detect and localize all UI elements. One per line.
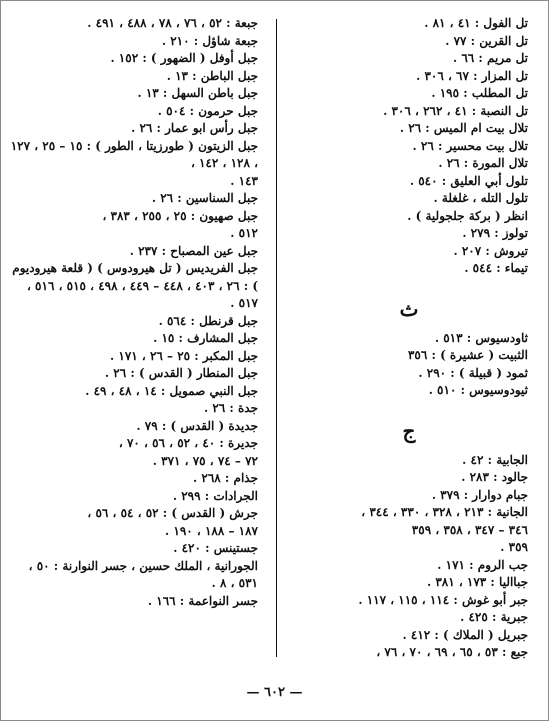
index-entry: ٧٢ – ٧٤ ، ٧٥ ، ٣٧١ .	[152, 453, 258, 468]
index-entry: الثبيت ( عشيرة ) : ٣٥٦	[407, 348, 528, 362]
index-entry: جبل السناسين : ٢٦ .	[151, 191, 258, 205]
index-entry: تل القرين : ٧٧ .	[445, 33, 528, 48]
index-entry: جبل صهيون : ٢٥ ، ٢٥٥ ، ٣٨٣ ،	[102, 208, 258, 223]
index-entry: جبرية : ٤٢٥ .	[460, 610, 528, 624]
index-entry: ١٨٧ – ١٨٨ ، ١٩٠ .	[165, 523, 258, 538]
index-entry: جبعة شاؤل : ٢١٠ .	[161, 33, 258, 48]
index-entry: تل الفول : ٤١ ، ٨١ .	[424, 16, 528, 30]
index-block-jim	[290, 452, 528, 662]
index-entry: ٣٥٩ .	[500, 540, 528, 554]
index-entry: جديرة : ٤٠ ، ٥٢ ، ٥٦ ، ٧٠ ،	[118, 436, 258, 450]
index-entry: جرش ( القدس ) : ٥٢ ، ٥٤ ، ٥٦ ،	[87, 506, 258, 520]
index-entry: تلول التله ، غلغلة .	[433, 191, 528, 205]
index-entry: تل المزار : ٦٧ ، ٣٠٦ .	[416, 68, 528, 83]
index-entry: جبل الزيتون ( طورزيتا ، الطور ) : ١٥ – ٢٥ ، ١٢٧ ، ١٢٨ ، ١٤٢ ،	[10, 138, 258, 170]
left-column	[8, 15, 258, 610]
index-entry: الجرادات : ٢٩٩ .	[172, 488, 258, 503]
section-letter-jim: ج	[402, 418, 416, 443]
index-entry: جبعة : ٥٢ ، ٧٦ ، ٧٨ ، ٤٨٨ ، ٤٩١ .	[87, 16, 258, 30]
index-entry: جبر أبو غوش : ١١٤ ، ١١٥ ، ١١٧ .	[358, 592, 528, 607]
index-entry: تيماء : ٥٤٤ .	[464, 261, 528, 275]
index-entry: ثيودوسيوس : ٥١٠ .	[428, 383, 528, 397]
index-block-ta	[290, 15, 528, 278]
index-block-tha	[290, 330, 528, 400]
index-entry: جبريل ( الملاك ) : ٤١٢ .	[402, 627, 528, 642]
index-entry: الجورانية ، الملك حسين ، جسر النوارنة : ٥٠ ، ٥٣١ ، ٨ .	[28, 558, 258, 590]
index-entry: جالود : ٢٨٣ .	[461, 470, 528, 484]
index-entry: تيروش : ٢٠٧ .	[453, 243, 528, 258]
index-entry: جذام : ٢٦٨ .	[193, 471, 258, 485]
index-entry: تل النصبة : ٤١ ، ٢٦٢ ، ٣٠٦ .	[383, 103, 528, 118]
index-entry: ١٤٣ .	[230, 173, 258, 188]
index-entry: ثمود ( قبيلة ) : ٢٩٠ .	[418, 365, 528, 380]
index-entry: جبل رأس ابو عمار : ٢٦ .	[131, 121, 258, 135]
page-number: — ٦٠٢ —	[246, 685, 303, 700]
index-entry: جبل أوفل ( الضهور ) : ١٥٢ .	[110, 51, 258, 65]
column-divider	[276, 19, 277, 657]
index-entry: جبل الفريديس ( تل هيرودوس ) ( قلعة هيروديوم ) : ٢٦ ، ٤٠٣ ، ٤٤٨ – ٤٤٩ ، ٤٩٨ ، ٥١٥ ، ٥١٦ ،	[12, 261, 258, 293]
index-entry: جبل قرنطل : ٥٦٤ .	[158, 313, 258, 328]
index-entry: ٣٤٦ – ٣٤٧ ، ٣٥٨ ، ٣٥٩	[411, 522, 528, 537]
index-entry: الجانية : ٢١٣ ، ٣٢٨ ، ٣٣٠ ، ٣٤٤ ،	[361, 505, 528, 519]
right-column	[290, 15, 528, 662]
index-entry: تل المطلب : ١٩٥ .	[431, 86, 528, 100]
index-entry: جبع : ٥٣ ، ٦٥ ، ٦٩ ، ٧٠ ، ٧٦ ،	[376, 645, 528, 659]
index-entry: تلال بيت ام الميس : ٢٦ .	[399, 121, 528, 135]
index-entry: ٥١٢ .	[230, 226, 258, 240]
index-entry: جبااليا : ١٧٣ ، ٣٨١ .	[426, 575, 528, 589]
index-entry: جبل عين المصباح : ٢٣٧ .	[129, 243, 258, 258]
index-entry: جبام دوارار : ٣٧٩ .	[431, 487, 528, 502]
index-entry: تل مريم : ٦٦ .	[452, 51, 528, 65]
index-entry: جسر النواعمة : ١٦٦ .	[147, 593, 258, 608]
index-entry: جبل النبي صمويل : ١٤ ، ٤٨ ، ٤٩ .	[85, 383, 258, 398]
section-letter-tha: ث	[399, 296, 419, 321]
index-entry: الجابية : ٤٢ .	[462, 452, 528, 467]
index-entry: جبل المكبر : ٢٥ – ٢٦ ، ١٧١ .	[110, 348, 258, 363]
index-entry: جبل الباطن : ١٣ .	[166, 68, 258, 83]
index-entry: ٥١٧ .	[230, 296, 258, 310]
index-entry: جب الروم : ١٧١ .	[437, 557, 528, 572]
index-entry: تلال المورة : ٢٦ .	[438, 156, 528, 170]
index-entry: جبل باطن السهل : ١٣ .	[137, 86, 258, 100]
index-entry: تلال بيت محسير : ٢٦ .	[412, 138, 528, 153]
index-entry: جبل المشارف : ١٥ .	[153, 331, 258, 345]
index-entry: جديدة ( القدس ) : ٧٩ .	[136, 418, 258, 433]
index-entry: انظر ( بركة جلجولية ) .	[407, 208, 528, 223]
index-entry: جدة : ٢٦ .	[203, 401, 258, 415]
index-entry: تلول أبي العليق : ٥٤٠ .	[409, 173, 528, 188]
index-entry: جبل المنطار ( القدس ) : ٢٦ .	[104, 366, 258, 380]
index-entry: جستينس : ٤٢٠ .	[173, 541, 258, 555]
index-entry: جبل حرمون : ٥٠٤ .	[157, 103, 258, 118]
index-entry: ثاودسيوس : ٥١٣ .	[434, 330, 528, 345]
index-entry: تولوز : ٢٧٩ .	[462, 226, 528, 240]
